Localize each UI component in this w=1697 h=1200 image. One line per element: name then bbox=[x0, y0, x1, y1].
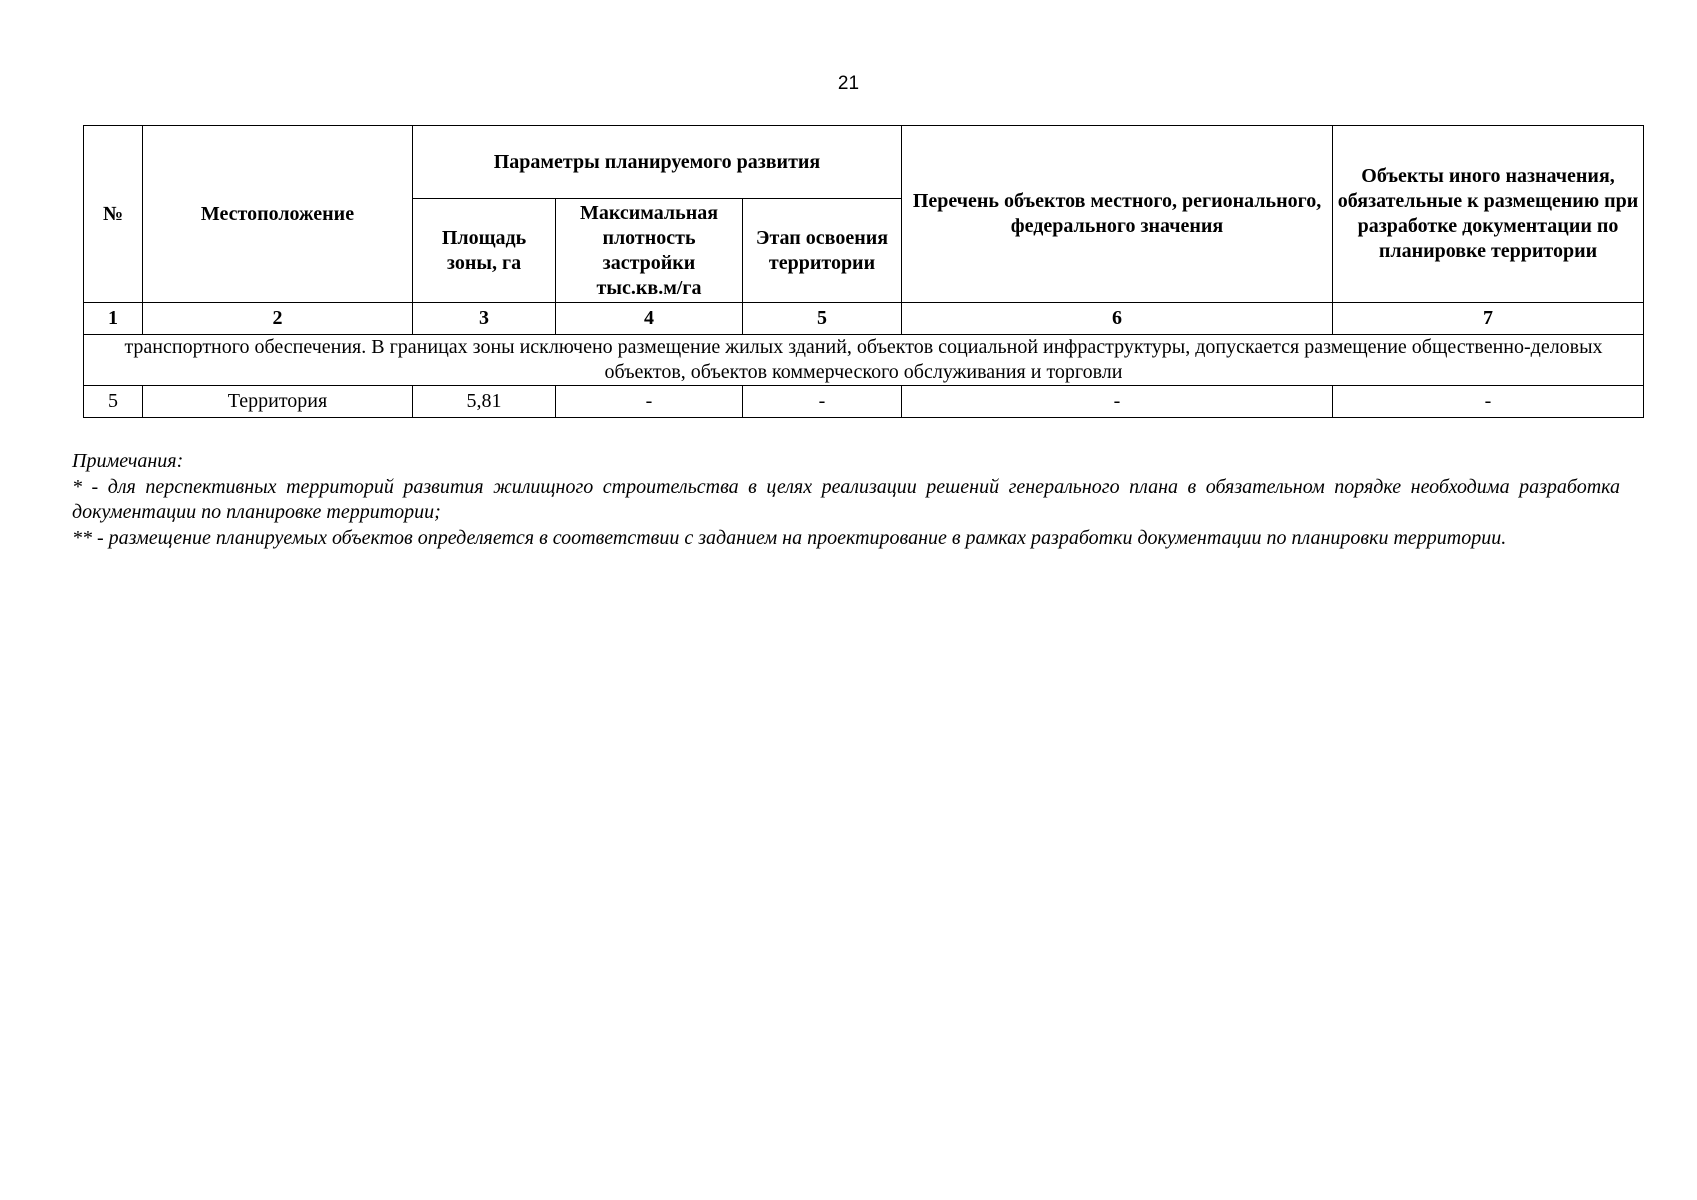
column-number: 4 bbox=[556, 303, 743, 335]
column-number-row bbox=[84, 303, 1644, 335]
cell-location: Территория bbox=[143, 386, 413, 418]
column-number: 2 bbox=[143, 303, 413, 335]
header-objects-list: Перечень объектов местного, регионального, федерального значения bbox=[902, 126, 1333, 303]
cell-density: - bbox=[556, 386, 743, 418]
header-other-objects: Объекты иного назначения, обязательные к размещению при разработке документации по планировке территории bbox=[1333, 126, 1644, 303]
cell-area: 5,81 bbox=[413, 386, 556, 418]
note-item: ** - размещение планируемых объектов определяется в соответствии с заданием на проектирование в рамках разработки документации по планировки территории. bbox=[72, 526, 1507, 549]
header-density: Максимальная плотность застройки тыс.кв.м/га bbox=[556, 199, 743, 303]
zone-description: транспортного обеспечения. В границах зоны исключено размещение жилых зданий, объектов социальной инфраструктуры, допускается размещение общественно-деловых объектов, объектов коммерческого обслуживания и торговли bbox=[84, 335, 1644, 386]
cell-objects: - bbox=[902, 386, 1333, 418]
table-header-row bbox=[84, 126, 1644, 199]
header-area: Площадь зоны, га bbox=[413, 199, 556, 303]
cell-num: 5 bbox=[84, 386, 143, 418]
column-number: 5 bbox=[743, 303, 902, 335]
header-location: Местоположение bbox=[143, 126, 413, 303]
cell-stage: - bbox=[743, 386, 902, 418]
notes-title: Примечания: bbox=[72, 450, 184, 472]
column-number: 6 bbox=[902, 303, 1333, 335]
page-number: 21 bbox=[837, 73, 860, 94]
planning-table bbox=[83, 125, 1644, 418]
header-params-group: Параметры планируемого развития bbox=[413, 126, 902, 199]
column-number: 7 bbox=[1333, 303, 1644, 335]
table-row bbox=[84, 386, 1644, 418]
column-number: 1 bbox=[84, 303, 143, 335]
column-number: 3 bbox=[413, 303, 556, 335]
header-num: № bbox=[84, 126, 143, 303]
header-stage: Этап освоения территории bbox=[743, 199, 902, 303]
cell-other: - bbox=[1333, 386, 1644, 418]
notes-section bbox=[72, 449, 1620, 551]
description-row bbox=[84, 335, 1644, 386]
note-item: * - для перспективных территорий развития жилищного строительства в целях реализации решений генерального плана в обязательном порядке необходима разработка документации по планировке территории; bbox=[72, 475, 1620, 523]
